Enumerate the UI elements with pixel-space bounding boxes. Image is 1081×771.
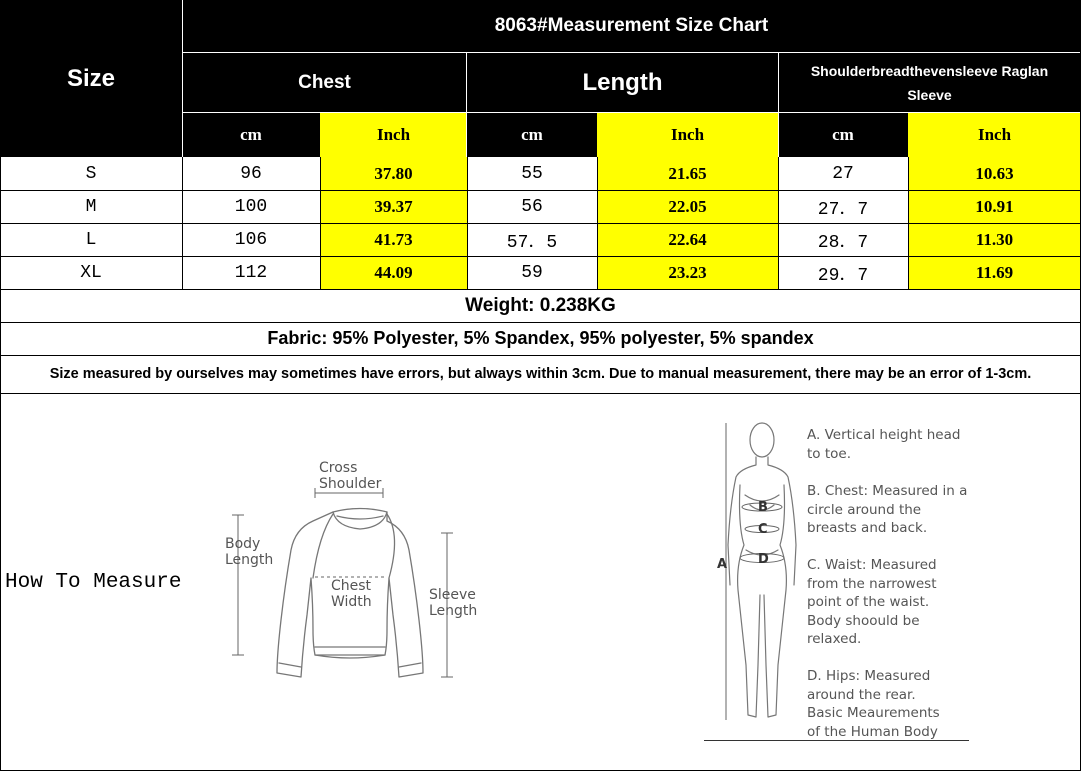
chest-group-header: Chest (182, 52, 467, 113)
chest-cm-cell: 100 (234, 196, 268, 217)
sleeve-length-label: Sleeve (429, 587, 476, 603)
cross-shoulder-label: Cross (319, 460, 358, 476)
chest-cm-cell: 106 (234, 229, 268, 250)
legend-item-c: C. Waist: Measured from the narrowest point of the waist. Body shoould be relaxed. (807, 557, 937, 648)
marker-a: A (717, 557, 728, 572)
length-inch-cell: 21.65 (597, 157, 778, 190)
sleeve-cm-cell: 29．7 (817, 265, 869, 286)
sleeve-inch-cell: 11.30 (908, 223, 1081, 256)
header-divider (182, 0, 183, 157)
sleeve-cm-header: cm (778, 113, 908, 157)
legend-item-b: B. Chest: Measured in a circle around the breasts and back. (807, 483, 968, 537)
header-divider (778, 52, 779, 157)
length-inch-header: Inch (597, 113, 778, 157)
chest-inch-header: Inch (320, 113, 467, 157)
length-cm-cell: 57．5 (506, 232, 558, 253)
marker-d: D (758, 552, 769, 567)
body-length-label: Body (225, 536, 261, 552)
sleeve-inch-cell: 10.63 (908, 157, 1081, 190)
how-to-measure-label: How To Measure (5, 571, 182, 594)
chest-inch-cell: 41.73 (320, 223, 467, 256)
length-group-header: Length (467, 52, 778, 113)
marker-c: C (758, 522, 768, 537)
cross-shoulder-label-2: Shoulder (319, 476, 382, 492)
marker-b: B (758, 500, 768, 515)
chest-width-label-2: Width (331, 594, 372, 610)
header-divider (182, 112, 1081, 113)
size-cell: M (85, 196, 97, 217)
header-divider (466, 52, 467, 157)
chest-cm-cell: 96 (240, 163, 262, 184)
sleeve-cm-cell: 28．7 (817, 232, 869, 253)
chest-inch-cell: 39.37 (320, 190, 467, 223)
legend-item-d: D. Hips: Measured around the rear. Basic Meaurements of the Human Body (807, 668, 940, 740)
length-cm-cell: 56 (521, 196, 543, 217)
sleeve-inch-cell: 10.91 (908, 190, 1081, 223)
sleeve-cm-cell: 27．7 (817, 199, 869, 220)
size-cell: L (85, 229, 97, 250)
sleeve-inch-cell: 11.69 (908, 256, 1081, 289)
length-cm-cell: 55 (521, 163, 543, 184)
garment-measure-diagram (215, 455, 505, 700)
size-column-header: Size (0, 0, 182, 157)
measurement-note: Size measured by ourselves may sometimes have errors, but always within 3cm. Due to manual measurement, there may be an error of 1-3cm. (49, 366, 1032, 382)
chest-width-label: Chest (331, 578, 372, 594)
sleeve-group-header: Shoulderbreadthevensleeve Raglan Sleeve (778, 52, 1081, 113)
weight-text: Weight: 0.238KG (465, 294, 616, 316)
sleeve-length-label-2: Length (429, 603, 478, 619)
length-inch-cell: 22.64 (597, 223, 778, 256)
chest-inch-cell: 44.09 (320, 256, 467, 289)
chest-cm-header: cm (182, 113, 320, 157)
legend-item-a: A. Vertical height head to toe. (807, 427, 961, 462)
chart-title: 8063#Measurement Size Chart (182, 0, 1081, 52)
body-length-label-2: Length (225, 552, 274, 568)
size-cell: XL (80, 262, 102, 283)
fabric-text: Fabric: 95% Polyester, 5% Spandex, 95% polyester, 5% spandex (267, 328, 814, 348)
size-cell: S (85, 163, 97, 184)
header-divider (182, 52, 1081, 53)
length-cm-header: cm (467, 113, 597, 157)
chest-inch-cell: 37.80 (320, 157, 467, 190)
length-inch-cell: 23.23 (597, 256, 778, 289)
chest-cm-cell: 112 (234, 262, 268, 283)
sleeve-inch-header: Inch (908, 113, 1081, 157)
sleeve-cm-cell: 27 (832, 163, 854, 184)
length-cm-cell: 59 (521, 262, 543, 283)
length-inch-cell: 22.05 (597, 190, 778, 223)
body-measure-diagram (700, 415, 810, 745)
